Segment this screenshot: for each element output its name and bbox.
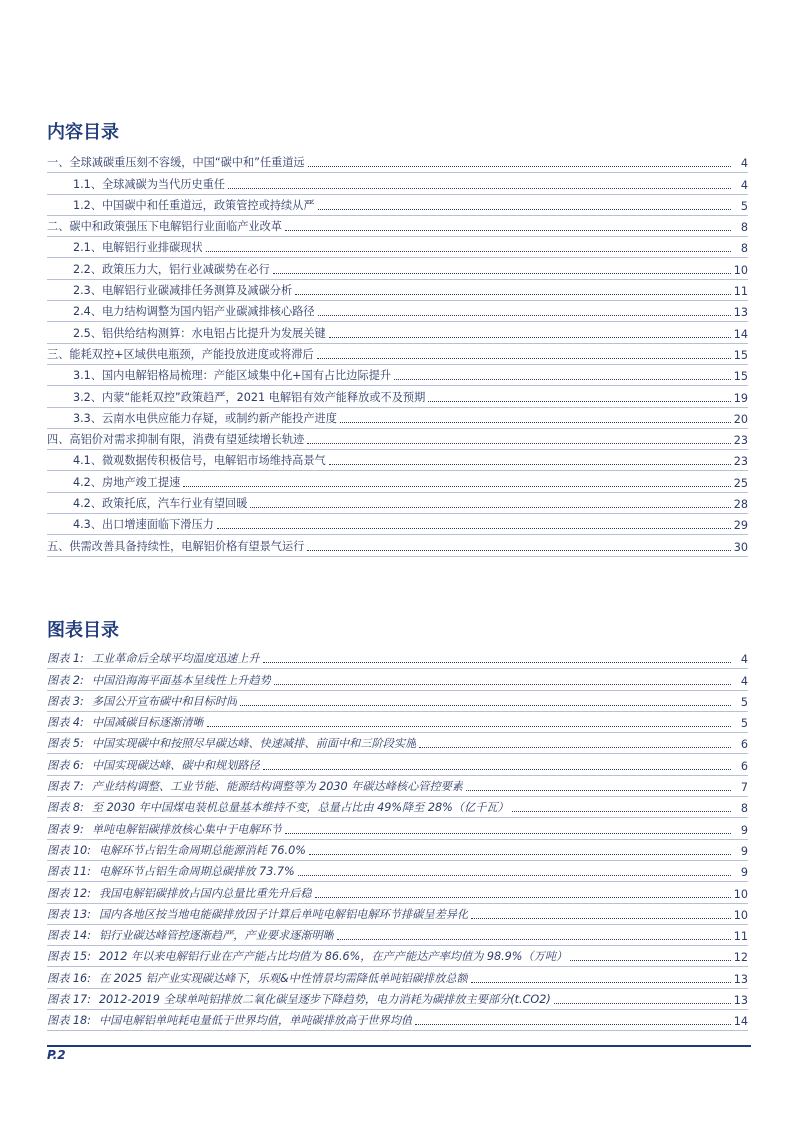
figure-entry[interactable] [47,904,748,925]
toc-entry[interactable] [47,344,748,365]
toc-entry[interactable] [47,173,748,194]
leader-dots [274,684,731,685]
leader-dots [340,422,731,423]
page-ref: 15 [733,348,748,362]
toc-entry[interactable] [47,258,748,279]
toc-entry-title: 四、高铝价对需求抑制有限，消费有望延续增长轨迹 [47,433,305,447]
figure-label: 图表 18: [47,1014,91,1028]
leader-dots [183,486,730,487]
toc-entry[interactable] [47,365,748,386]
toc-entry[interactable] [47,152,748,173]
page-ref: 14 [733,1015,748,1029]
figure-entry[interactable] [47,712,748,733]
figure-label: 图表 2: [47,673,84,687]
figure-label: 图表 15: [47,950,91,964]
toc-entry-title: 4.3、出口增速面临下滑压力 [73,518,214,532]
page-ref: 30 [733,540,748,554]
page-ref: 7 [740,781,748,795]
leader-dots [206,251,731,252]
toc-entry[interactable] [47,408,748,429]
toc-entry[interactable] [47,535,748,556]
figure-entry[interactable] [47,648,748,669]
toc-entry-title: 三、能耗双控+区域供电瓶颈，产能投放进度或将滞后 [47,347,314,361]
figure-title: 单吨电解铝碳排放核心集中于电解环节 [91,822,283,836]
page-ref: 5 [740,695,748,709]
toc-entry[interactable] [47,280,748,301]
toc-entry-title: 3.1、国内电解铝格局梳理：产能区域集中化+国有占比边际提升 [73,369,392,383]
figure-entry[interactable] [47,691,748,712]
figure-label: 图表 5: [47,737,84,751]
figure-label: 图表 16: [47,971,91,985]
leader-dots [318,315,731,316]
page-ref: 4 [740,157,748,171]
leader-dots [295,294,731,295]
toc-entry[interactable] [47,195,748,216]
toc-entry[interactable] [47,386,748,407]
figure-title: 产业结构调整、工业节能、能源结构调整等为 2030 年碳达峰核心管控要素 [91,780,464,794]
leader-dots [285,833,731,834]
figures-title: 图表目录 [47,620,119,641]
figure-label: 图表 9: [47,822,84,836]
leader-dots [415,1024,731,1025]
figure-entry[interactable] [47,882,748,903]
toc-entry[interactable] [47,429,748,450]
toc-entry-title: 1.1、全球减碳为当代历史重任 [73,177,226,191]
figure-entry[interactable] [47,733,748,754]
figure-entry[interactable] [47,967,748,988]
figure-title: 至 2030 年中国煤电装机总量基本维持不变，总量占比由 49%降至 28%（亿千瓦） [91,801,509,815]
page-ref: 8 [740,221,748,235]
page-ref: 15 [733,370,748,384]
leader-dots [337,939,731,940]
toc-entry-title: 3.2、内蒙“能耗双控”政策趋严，2021 电解铝有效产能释放或不及预期 [73,390,426,404]
page-ref: 13 [733,306,748,320]
figure-label: 图表 1: [47,652,84,666]
leader-dots [512,811,731,812]
page-ref: 19 [733,391,748,405]
leader-dots [570,960,731,961]
page-ref: 10 [733,887,748,901]
leader-dots [471,918,731,919]
page-ref: 9 [740,823,748,837]
figure-label: 图表 6: [47,758,84,772]
figure-entry[interactable] [47,989,748,1010]
figure-title: 中国沿海海平面基本呈线性上升趋势 [91,673,271,687]
figure-entry[interactable] [47,754,748,775]
toc-entry-title: 3.3、云南水电供应能力存疑，或制约新产能投产进度 [73,411,337,425]
figure-entry[interactable] [47,925,748,946]
figure-label: 图表 12: [47,886,91,900]
figure-title: 2012 年以来电解铝行业在产产能占比均值为 86.6%，在产产能达产率均值为 98.9%（万吨） [98,950,568,964]
figure-label: 图表 7: [47,780,84,794]
figure-label: 图表 14: [47,929,91,943]
figure-entry[interactable] [47,797,748,818]
leader-dots [315,897,731,898]
figure-title: 工业革命后全球平均温度迅速上升 [91,652,260,666]
page-ref: 6 [740,738,748,752]
leader-dots [466,790,731,791]
toc-entry-title: 2.3、电解铝行业碳减排任务测算及减碳分析 [73,284,293,298]
page-ref: 4 [740,653,748,667]
figure-entry[interactable] [47,669,748,690]
toc-entry-title: 一、全球减碳重压刻不容缓，中国“碳中和”任重道远 [47,156,305,170]
leader-dots [308,166,731,167]
toc-entry[interactable] [47,301,748,322]
page-ref: 4 [740,178,748,192]
toc-entry-title: 2.2、政策压力大，铝行业减碳势在必行 [73,262,270,276]
leader-dots [419,747,731,748]
toc-entry-title: 五、供需改善具备持续性，电解铝价格有望景气运行 [47,539,305,553]
figure-label: 图表 3: [47,694,84,708]
leader-dots [228,188,731,189]
toc-entry-title: 4.2、房地产竣工提速 [73,475,181,489]
figure-list [47,648,748,1031]
leader-dots [329,464,731,465]
leader-dots [317,358,731,359]
page-ref: 23 [733,455,748,469]
leader-dots [471,982,731,983]
leader-dots [318,209,731,210]
figure-label: 图表 13: [47,907,91,921]
figure-title: 电解环节占铝生命周期总碳排放 73.7% [98,865,295,879]
toc-entry[interactable] [47,322,748,343]
figure-title: 国内各地区按当地电能碳排放因子计算后单吨电解铝电解环节排碳呈差异化 [98,907,469,921]
page-ref: 9 [740,866,748,880]
leader-dots [285,230,731,231]
toc-entry-title: 1.2、中国碳中和任重道远，政策管控或持续从严 [73,198,315,212]
toc-entry-title: 2.1、电解铝行业排碳现状 [73,241,203,255]
leader-dots [207,726,731,727]
figure-entry[interactable] [47,776,748,797]
page-ref: 4 [740,674,748,688]
figure-title: 我国电解铝碳排放占国内总量比重先升后稳 [98,886,312,900]
toc-entry[interactable] [47,216,748,237]
leader-dots [428,401,730,402]
leader-dots [394,379,731,380]
page-ref: 25 [733,476,748,490]
leader-dots [329,337,731,338]
figure-title: 中国减碳目标逐渐清晰 [91,716,204,730]
page-ref: 11 [733,285,748,299]
page-ref: 10 [733,908,748,922]
figure-title: 铝行业碳达峰管控逐渐趋严，产业要求逐渐明晰 [98,929,334,943]
leader-dots [298,875,731,876]
page-ref: 11 [733,930,748,944]
toc-entry[interactable] [47,514,748,535]
leader-dots [273,273,731,274]
figure-title: 中国实现碳中和按照尽早碳达峰、快速减排、前面中和三阶段实施 [91,737,417,751]
toc-entry[interactable] [47,471,748,492]
page-ref: 29 [733,519,748,533]
figure-entry[interactable] [47,840,748,861]
leader-dots [263,662,731,663]
page-ref: 5 [740,717,748,731]
page-ref: 14 [733,327,748,341]
figure-label: 图表 11: [47,865,91,879]
leader-dots [309,854,731,855]
figure-title: 中国实现碳达峰、碳中和规划路径 [91,758,260,772]
figure-label: 图表 4: [47,716,84,730]
footer-divider [47,1045,751,1047]
figure-entry[interactable] [47,861,748,882]
leader-dots [263,769,731,770]
figure-label: 图表 17: [47,993,91,1007]
figure-title: 电解环节占铝生命周期总能源消耗 76.0% [98,843,306,857]
figure-label: 图表 8: [47,801,84,815]
page-ref: 6 [740,759,748,773]
page-ref: 8 [740,802,748,816]
page-ref: 20 [733,412,748,426]
leader-dots [307,550,730,551]
toc-entry-title: 4.1、微观数据传积极信号，电解铝市场维持高景气 [73,454,326,468]
page-ref: 13 [733,994,748,1008]
figure-entry[interactable] [47,946,748,967]
page-ref: 13 [733,972,748,986]
figure-title: 多国公开宣布碳中和目标时间 [91,694,238,708]
page-ref: 5 [740,199,748,213]
page-number: P.2 [47,1048,66,1062]
page-ref: 8 [740,242,748,256]
toc-entry-title: 2.5、铝供给结构测算：水电铝占比提升为发展关键 [73,326,326,340]
figure-title: 2012-2019 全球单吨铝排放二氧化碳呈逐步下降趋势，电力消耗为碳排放主要部分(t.CO2) [98,993,551,1007]
figure-title: 在 2025 铝产业实现碳达峰下，乐观&中性情景均需降低单吨铝碳排放总额 [98,971,468,985]
figure-title: 中国电解铝单吨耗电量低于世界均值，单吨碳排放高于世界均值 [98,1014,413,1028]
toc-entry[interactable] [47,237,748,258]
leader-dots [240,705,731,706]
toc-title: 内容目录 [47,122,119,143]
toc-entry-title: 2.4、电力结构调整为国内铝产业碳减排核心路径 [73,305,315,319]
figure-label: 图表 10: [47,843,91,857]
page-ref: 23 [733,434,748,448]
leader-dots [250,507,730,508]
figure-entry[interactable] [47,1010,748,1031]
page-ref: 9 [740,844,748,858]
table-of-contents [47,152,748,557]
figure-entry[interactable] [47,818,748,839]
toc-entry-title: 二、碳中和政策强压下电解铝行业面临产业改革 [47,220,282,234]
toc-entry[interactable] [47,493,748,514]
page-ref: 10 [733,263,748,277]
leader-dots [307,443,730,444]
page-ref: 28 [733,498,748,512]
page-ref: 12 [733,951,748,965]
leader-dots [217,528,731,529]
leader-dots [554,1003,731,1004]
toc-entry[interactable] [47,450,748,471]
toc-entry-title: 4.2、政策托底，汽车行业有望回暖 [73,497,248,511]
